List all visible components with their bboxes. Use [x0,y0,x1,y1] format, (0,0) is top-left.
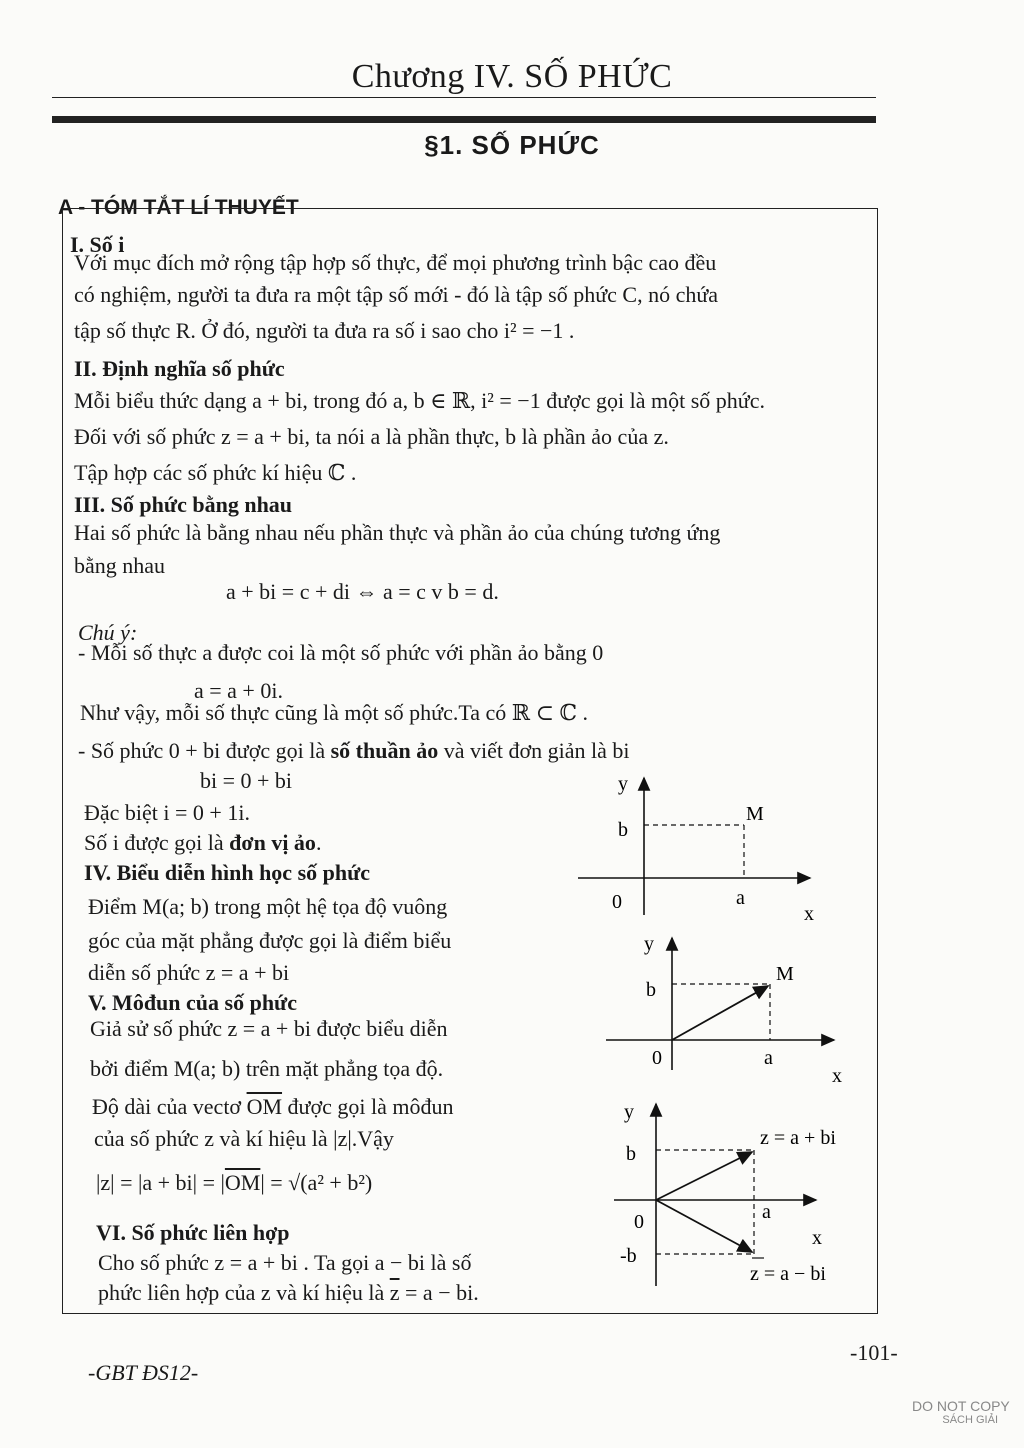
text-line: của số phức z và kí hiệu là |z|.Vậy [94,1126,394,1151]
z-bar: $\overline{z}$ [389,1280,400,1305]
note-title: Chú ý: [78,620,138,645]
x-label: x [812,1227,822,1249]
heading-so-i: I. Số i [70,232,125,257]
y-label: y [644,933,654,955]
text-line: Mỗi biểu thức dạng a + bi, trong đó a, b ∈ ℝ, i² = −1 được gọi là một số phức. [74,388,765,413]
text-line: - Mỗi số thực a được coi là một số phức với phần ảo bằng 0 [78,640,604,665]
page-number: -101- [850,1340,898,1365]
figure-point-m [570,770,830,930]
text-line: bằng nhau [74,553,166,578]
part-heading: A - TÓM TẮT LÍ THUYẾT [58,196,299,219]
origin-label: 0 [652,1047,662,1069]
text-run: = a − bi. [399,1280,479,1305]
z-label: z = a + bi [760,1127,836,1149]
text-run: . [315,830,322,855]
header-rule-thin [52,97,876,98]
text-line: diễn số phức z = a + bi [88,960,290,985]
figure-vector-om [600,930,850,1090]
origin-label: 0 [634,1211,644,1233]
m-label: M [776,963,794,985]
text-line: Đối với số phức z = a + bi, ta nói a là phần thực, b là phần ảo của z. [74,424,669,449]
text-run: Số i được gọi là [84,830,230,855]
origin-label: 0 [612,891,622,913]
vector-om-arrow [672,986,768,1040]
header-rule-thick [52,116,876,123]
text-run: Độ dài của vectơ [92,1094,247,1119]
text-line [92,1094,453,1120]
x-label: x [804,903,814,925]
formula: a + bi = c + di ⇔ a = c v b = d. [226,579,499,604]
b-label: b [618,819,628,841]
text-run: phức liên hợp của z và kí hiệu là [98,1280,390,1305]
text-line: Tập hợp các số phức kí hiệu ℂ . [74,460,357,485]
formula-modulus [96,1170,372,1196]
text-line [78,738,629,764]
watermark-stamp [912,1398,1012,1442]
text-line: Với mục đích mở rộng tập hợp số thực, để mọi phương trình bậc cao đều [74,250,717,275]
footer-book-code: -GBT ĐS12- [88,1360,199,1385]
text-line: bởi điểm M(a; b) trên mặt phẳng tọa độ. [90,1056,444,1081]
text-run: |z| = |a + bi| = | [96,1170,225,1195]
heading-bang-nhau: III. Số phức bằng nhau [74,492,293,517]
vector-zbar-arrow [656,1200,752,1252]
text-line [84,830,321,856]
formula: a = a + 0i. [194,678,283,703]
a-label: a [764,1047,773,1069]
heading-lien-hop: VI. Số phức liên hợp [96,1220,290,1245]
section-title: §1. SỐ PHỨC [424,130,600,160]
chapter-title: Chương IV. SỐ PHỨC [351,58,673,95]
stamp-top-text: DO NOT COPY [912,1398,1010,1414]
text-line: góc của mặt phẳng được gọi là điểm biểu [88,928,452,953]
vector-z-arrow [656,1152,752,1200]
stamp-bottom-text: SÁCH GIẢI [942,1414,998,1426]
text-line: Đặc biệt i = 0 + 1i. [84,800,250,825]
text-run: và viết đơn giản là bi [438,738,630,763]
b-label: b [646,979,656,1001]
vector-om: $\overline{OM}$ [224,1170,261,1195]
text-run: | = √(a² + b²) [260,1170,373,1195]
a-label: a [736,887,745,909]
formula: bi = 0 + bi [200,768,293,793]
text-line [98,1280,479,1306]
a-label: a [762,1201,771,1223]
y-label: y [624,1101,634,1123]
term-so-thuan-ao: số thuần ảo [330,738,439,763]
x-label: x [832,1065,842,1087]
m-label: M [746,803,764,825]
heading-dinh-nghia: II. Định nghĩa số phức [74,356,285,381]
figure-conjugate [610,1096,870,1290]
b-label: b [626,1143,636,1165]
text-run: được gọi là môđun [282,1094,454,1119]
text-line: Như vậy, mỗi số thực cũng là một số phức.Ta có ℝ ⊂ ℂ . [80,700,589,725]
term-don-vi-ao: đơn vị ảo [229,830,316,855]
neg-b-label: -b [620,1245,637,1267]
text-line: Điểm M(a; b) trong một hệ tọa độ vuông [88,894,448,919]
zbar-label: z = a − bi [750,1263,826,1285]
y-label: y [618,773,628,795]
text-line: có nghiệm, người ta đưa ra một tập số mới - đó là tập số phức C, nó chứa [74,282,719,307]
heading-modun: V. Môđun của số phức [88,990,298,1015]
text-line: Cho số phức z = a + bi . Ta gọi a − bi là số [98,1250,472,1275]
vector-om: $\overline{OM}$ [246,1094,283,1119]
text-line: Giả sử số phức z = a + bi được biểu diễn [90,1016,448,1041]
heading-bieu-dien: IV. Biểu diễn hình học số phức [84,860,371,885]
text-line: tập số thực R. Ở đó, người ta đưa ra số i sao cho i² = −1 . [74,318,575,343]
text-run: - Số phức 0 + bi được gọi là [78,738,331,763]
text-line: Hai số phức là bằng nhau nếu phần thực và phần ảo của chúng tương ứng [74,520,721,545]
